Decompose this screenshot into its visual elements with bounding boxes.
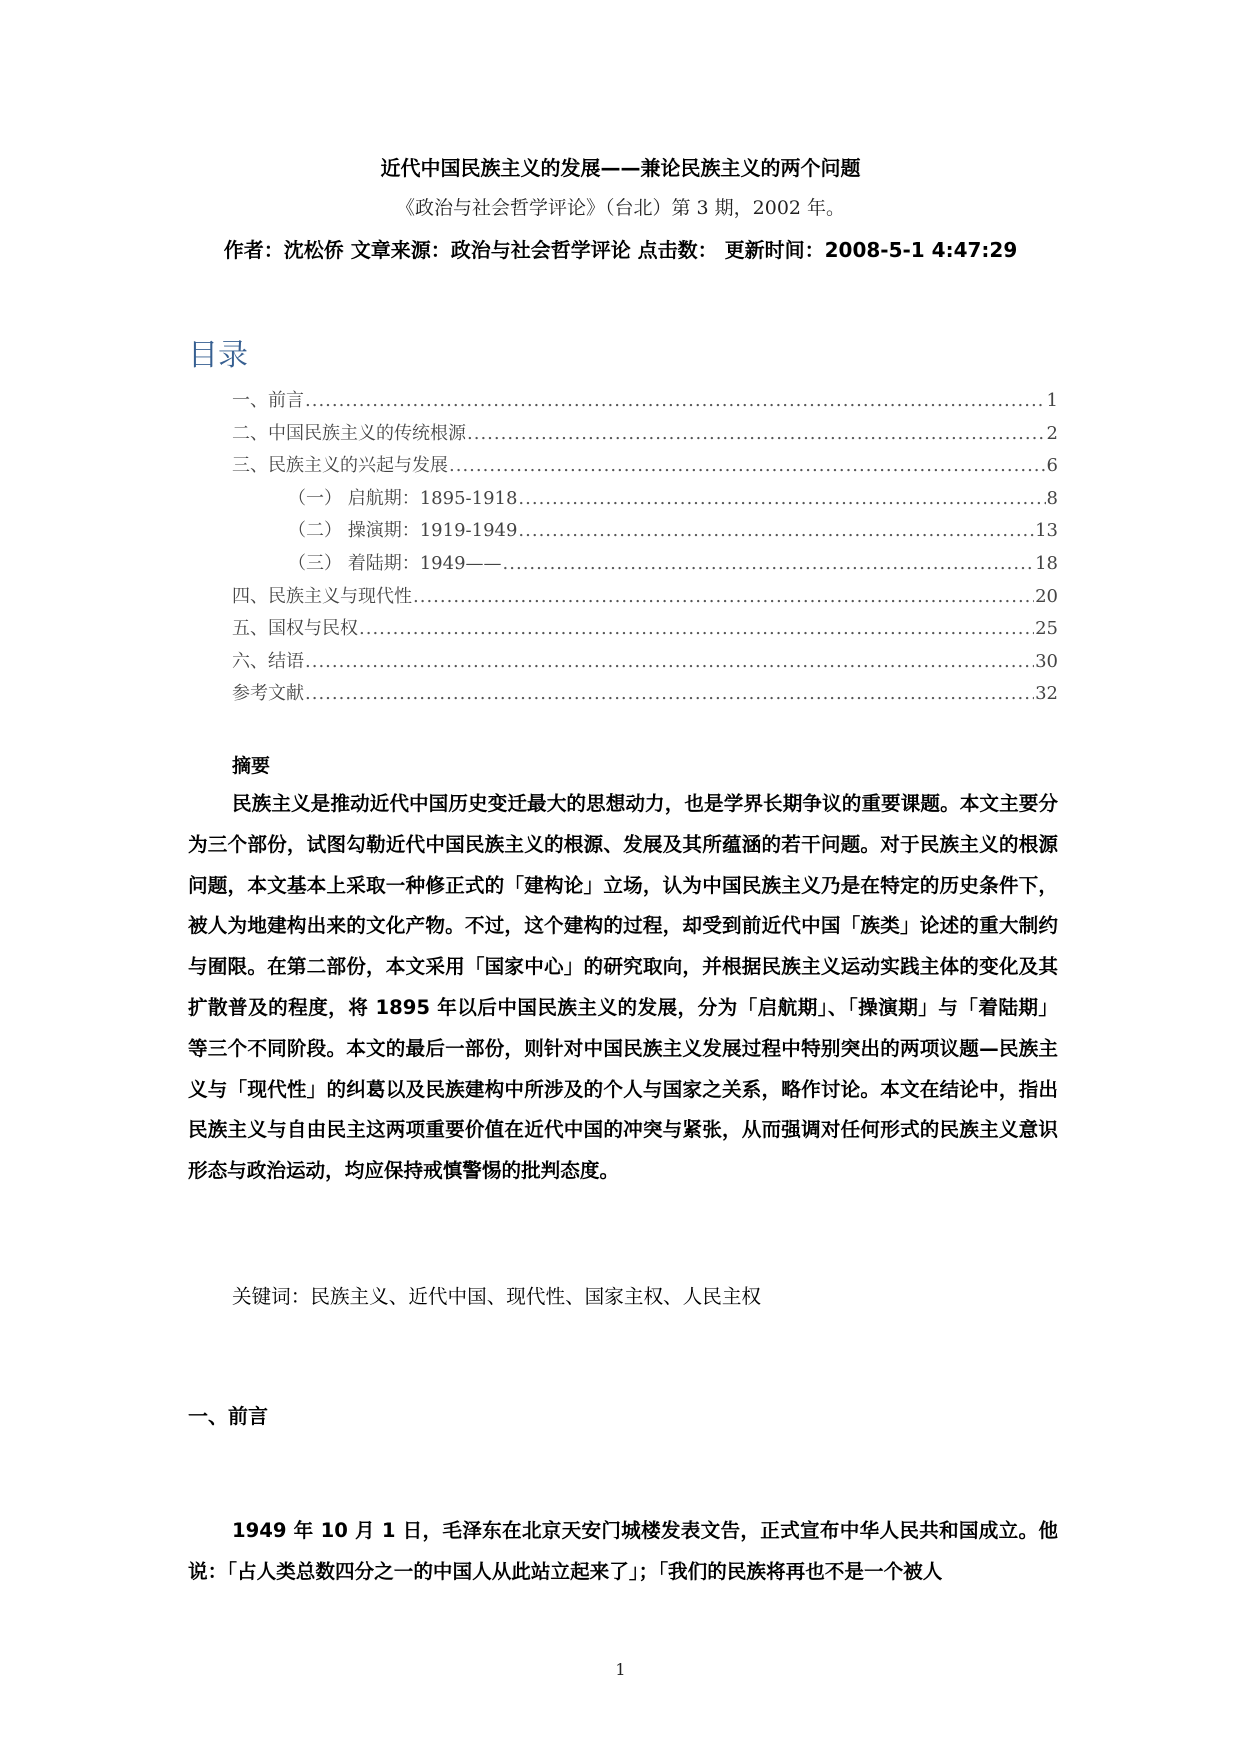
toc-leader-dots bbox=[518, 520, 1034, 541]
abstract-body: 民族主义是推动近代中国历史变迁最大的思想动力，也是学界长期争议的重要课题。本文主要分为三个部份，试图勾勒近代中国民族主义的根源、发展及其所蕴涵的若干问题。对于民族主义的根源问题，本文基本上采取一种修正式的「建构论」立场，认为中国民族主义乃是在特定的历史条件下，被人为地建构出来的文化产物。不过，这个建构的过程，却受到前近代中国「族类」论述的重大制约与囿限。在第二部份，本文采用「国家中心」的研究取向，并根据民族主义运动实践主体的变化及其扩散普及的程度，将 1895 年以后中国民族主义的发展，分为「启航期」、「操演期」与「着陆期」等三个不同阶段。本文的最后一部份，则针对中国民族主义发展过程中特别突出的两项议题—民族主义与「现代性」的纠葛以及民族建构中所涉及的个人与国家之关系，略作讨论。本文在结论中，指出民族主义与自由民主这两项重要价值在近代中国的冲突与紧张，从而强调对任何形式的民族主义意识形态与政治运动，均应保持戒慎警惕的批判态度。 bbox=[188, 792, 1058, 1183]
article-meta: 作者：沈松侨 文章来源：政治与社会哲学评论 点击数： 更新时间：2008-5-1 4:47:29 bbox=[223, 238, 1018, 262]
toc-entry-label: （三） 着陆期：1949—— bbox=[288, 552, 502, 574]
toc-entry-conclusion[interactable] bbox=[232, 647, 1058, 680]
toc-entry-launch-period[interactable] bbox=[232, 484, 1058, 517]
section-heading-preface: 一、前言 bbox=[188, 1404, 268, 1428]
abstract-heading: 摘要 bbox=[232, 755, 271, 777]
toc-entry-label: （一） 启航期：1895-1918 bbox=[288, 487, 518, 509]
toc-entry-page: 32 bbox=[1035, 683, 1058, 705]
toc-entry-drill-period[interactable] bbox=[232, 516, 1058, 549]
toc-leader-dots bbox=[503, 553, 1035, 574]
toc-entry-page: 20 bbox=[1035, 585, 1058, 607]
toc-leader-dots bbox=[305, 651, 1034, 672]
toc-entry-page: 25 bbox=[1035, 618, 1058, 640]
toc-leader-dots bbox=[305, 390, 1046, 411]
toc-entry-page: 6 bbox=[1046, 455, 1058, 477]
preface-paragraph: 1949 年 10 月 1 日，毛泽东在北京天安门城楼发表文告，正式宣布中华人民共和国成立。他说：「占人类总数四分之一的中国人从此站立起来了」；「我们的民族将再也不是一个被人 bbox=[188, 1519, 1058, 1583]
toc-entry-page: 13 bbox=[1035, 520, 1058, 542]
toc-entry-modernity[interactable] bbox=[232, 582, 1058, 615]
toc-entry-label: 二、中国民族主义的传统根源 bbox=[232, 422, 466, 444]
page-number: 1 bbox=[615, 1660, 626, 1679]
toc-entry-label: 三、民族主义的兴起与发展 bbox=[232, 455, 448, 477]
toc-heading: 目录 bbox=[188, 338, 248, 373]
toc-leader-dots bbox=[305, 683, 1034, 704]
toc-entry-label: 五、国权与民权 bbox=[232, 618, 358, 640]
toc-entry-page: 1 bbox=[1046, 390, 1058, 411]
article-source: 《政治与社会哲学评论》（台北）第 3 期，2002 年。 bbox=[395, 197, 846, 219]
toc-entry-label: 一、前言 bbox=[232, 390, 304, 411]
article-title: 近代中国民族主义的发展——兼论民族主义的两个问题 bbox=[380, 156, 861, 180]
toc-entry-page: 8 bbox=[1046, 487, 1058, 509]
toc-entry-state-and-civil-rights[interactable] bbox=[232, 614, 1058, 647]
toc-entry-label: （二） 操演期：1919-1949 bbox=[288, 520, 518, 542]
toc-entry-landing-period[interactable] bbox=[232, 549, 1058, 582]
toc-entry-page: 2 bbox=[1046, 422, 1058, 444]
toc-entry-page: 18 bbox=[1035, 552, 1058, 574]
keywords-line: 关键词：民族主义、近代中国、现代性、国家主权、人民主权 bbox=[232, 1285, 762, 1308]
toc-entry-page: 30 bbox=[1035, 650, 1058, 672]
toc-leader-dots bbox=[518, 488, 1045, 509]
toc-leader-dots bbox=[359, 618, 1034, 639]
toc-leader-dots bbox=[413, 586, 1034, 607]
toc-entry-rise-and-development[interactable] bbox=[232, 451, 1058, 484]
table-of-contents bbox=[232, 386, 1058, 712]
toc-leader-dots bbox=[467, 423, 1046, 444]
toc-leader-dots bbox=[449, 455, 1046, 476]
toc-entry-traditional-roots[interactable] bbox=[232, 419, 1058, 452]
toc-entry-label: 参考文献 bbox=[232, 683, 304, 705]
toc-entry-references[interactable] bbox=[232, 679, 1058, 712]
toc-entry-preface[interactable] bbox=[232, 386, 1058, 419]
toc-entry-label: 六、结语 bbox=[232, 650, 304, 672]
toc-entry-label: 四、民族主义与现代性 bbox=[232, 585, 412, 607]
